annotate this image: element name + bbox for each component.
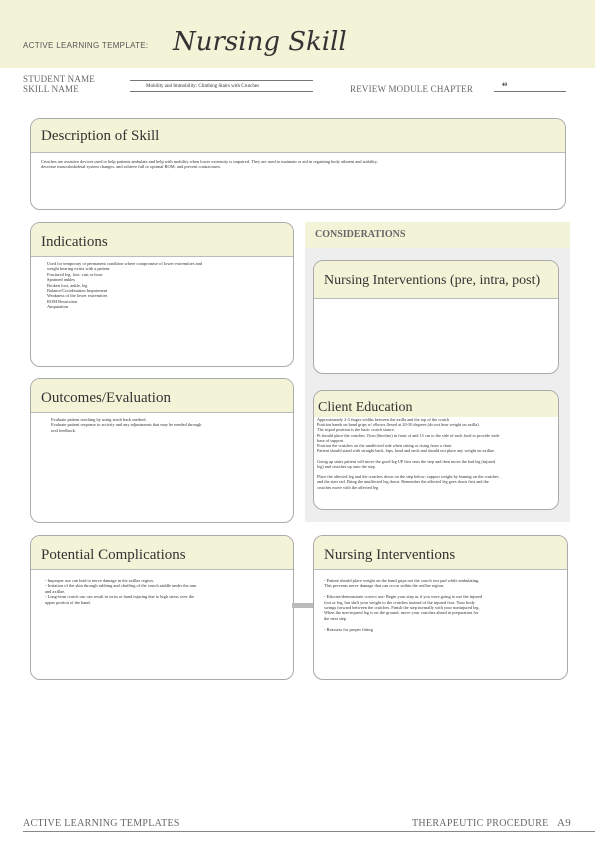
footer-right: THERAPEUTIC PROCEDURE (412, 818, 549, 829)
interventions-pre-intra-post-title: Nursing Interventions (pre, intra, post) (314, 261, 558, 299)
footer-rule (23, 831, 595, 832)
complications-text: - Improper use can lead to nerve damage in the axillae region. - Irritation of the skin through rubbing and chaffing of the crutch saddle under the arm and axillae. - Long-term crutch use can result in wrist or hand injuring due to high stress over the upper portion of the hand. (45, 578, 197, 605)
outcomes-text: Evaluate patient teaching by using teach back method. Evaluate patient response to activity and any adjustments that may be needed through oral feedback. (51, 417, 202, 433)
description-title: Description of Skill (31, 119, 565, 153)
connector-bar (292, 603, 313, 608)
template-label: ACTIVE LEARNING TEMPLATE: (23, 41, 149, 50)
nursing-interventions-text: - Patient should place weight on the hand grips not the crutch rest pad while ambulating. This prevents nerve damage that can occur within the axillae region. - Educate/demonstrate correct use: Begin your step as if you were going to use the injured foot or leg, but shift your weight to the crutches instead of the injured foot. Your body swings forward between the crutches. Finish the step normally with your noninjured leg. When the non-injured leg is on the ground, move your crutches ahead in preparation for the next step - Reassess for proper fitting (324, 578, 483, 632)
interventions-pre-intra-post-box (313, 260, 559, 374)
indications-box (30, 222, 294, 367)
review-module-value: 40 (502, 83, 507, 88)
student-name-field[interactable] (130, 80, 313, 81)
review-module-field[interactable] (494, 82, 566, 92)
description-text: Crutches are assistive devices used to help patients ambulate and help with mobility when lower extremity is impaired. They are used to maintain or aid in regaining body ailment and stability, decrease musculoskeletal system changes, and achieve full or optimal ROM, and prevent contractures. (41, 159, 378, 170)
client-education-title: Client Education (314, 391, 558, 417)
client-education-box (313, 390, 559, 510)
skill-name-value: Mobility and Immobility: Climbing Stairs with Crutches (146, 84, 260, 89)
student-name-label: STUDENT NAME (23, 74, 95, 84)
nursing-interventions-title: Nursing Interventions (314, 536, 567, 570)
complications-title: Potential Complications (31, 536, 293, 570)
indications-text: Used for temporary or permanent condition where compromise of lower extremities and weight bearing exists with a patient. Fractured leg, foot. cast or boot. Sprained ankles Broken foot, ankle, leg Balance/Coordination Impairment Weakness of the lower extremities ROM Restriction Amputation (47, 261, 202, 310)
considerations-label: CONSIDERATIONS (305, 222, 570, 248)
outcomes-title: Outcomes/Evaluation (31, 379, 293, 413)
outcomes-box (30, 378, 294, 523)
footer-left: ACTIVE LEARNING TEMPLATES (23, 818, 180, 829)
skill-name-field[interactable] (130, 82, 313, 92)
complications-box (30, 535, 294, 680)
indications-title: Indications (31, 223, 293, 257)
client-education-text: Approximately 2-3 finger widths between the axilla and the top of the crutch Position hands on hand grips w/ elbows flexed at 20-30 degrees (do not bear weight on axilla). The tripod position is the basic crutch stance. Pt should place the crutches 15cm (6inches) in front of and 15 cm to the side of each food to provide wide base of support Position the crutches on the unaffected side when sitting or rising from a chair Patient should stand with straight back, hips, head and neck and should not place any weight on axillae. Going up stairs patient will move the good leg UP first onto the step and then move the bad leg (injured leg) and crutches up onto the step Place the affected leg and the crutches down on the step below; support weight by leaning on the crutches and the stair rail. Bring the unaffected leg down. Remember the affected leg goes down first and the crutches move with the affected leg (317, 417, 500, 490)
template-title: Nursing Skill (173, 27, 347, 57)
skill-name-label: SKILL NAME (23, 84, 79, 94)
footer-page: A9 (557, 817, 572, 829)
nursing-interventions-box (313, 535, 568, 680)
description-box (30, 118, 566, 210)
review-module-label: REVIEW MODULE CHAPTER (350, 84, 474, 94)
